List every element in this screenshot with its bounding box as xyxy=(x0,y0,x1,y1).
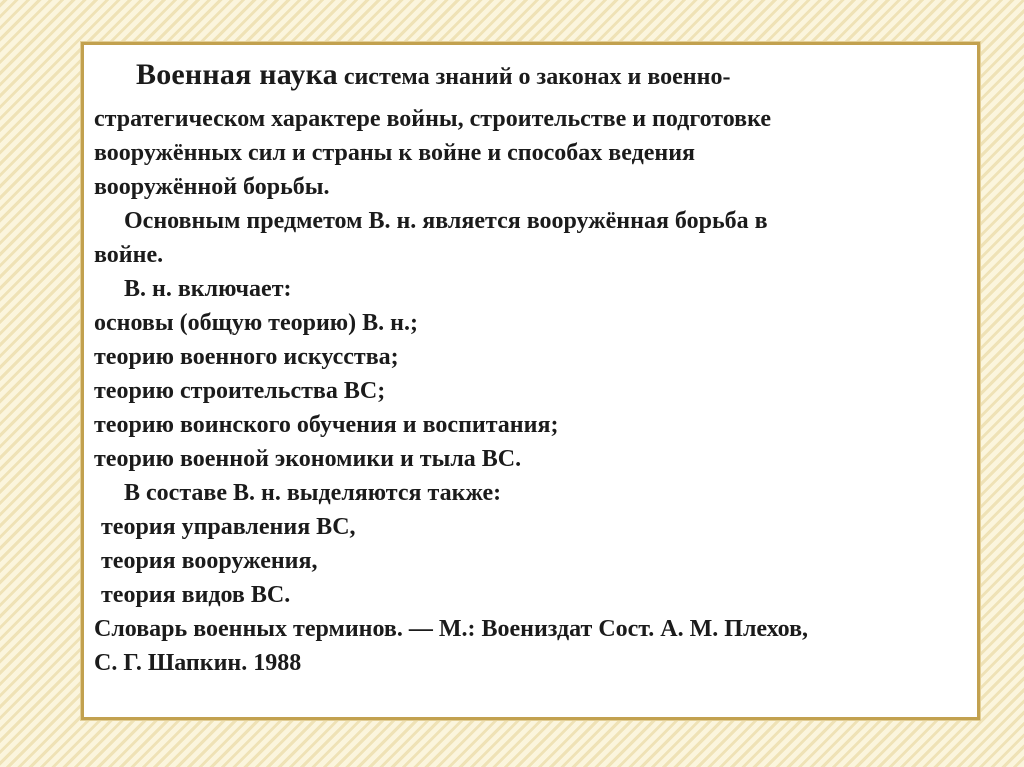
definition-line-1-rest: система знаний о законах и военно- xyxy=(337,64,731,90)
also-item: теория видов ВС. xyxy=(101,582,291,608)
includes-item: теорию строительства ВС; xyxy=(94,378,386,404)
source-line-1: Словарь военных терминов. — М.: Воениздат Сост. А. М. Плехов, xyxy=(94,616,809,642)
also-item: теория вооружения, xyxy=(101,548,318,574)
term-title: Военная наука xyxy=(136,58,338,91)
definition-line-4: вооружённой борьбы. xyxy=(94,174,330,200)
also-item: теория управления ВС, xyxy=(101,514,356,540)
subject-line-1: Основным предметом В. н. является вооружённая борьба в xyxy=(124,208,768,234)
includes-heading: В. н. включает: xyxy=(124,276,292,302)
subject-line-2: войне. xyxy=(94,242,164,268)
definition-line-3: вооружённых сил и страны к войне и способах ведения xyxy=(94,140,696,166)
source-line-2: С. Г. Шапкин. 1988 xyxy=(94,650,302,676)
includes-item: основы (общую теорию) В. н.; xyxy=(94,310,418,336)
includes-item: теорию военного искусства; xyxy=(94,344,399,370)
definition-line-2: стратегическом характере войны, строительстве и подготовке xyxy=(94,106,772,132)
includes-item: теорию воинского обучения и воспитания; xyxy=(94,412,559,438)
also-heading: В составе В. н. выделяются также: xyxy=(124,480,502,506)
includes-item: теорию военной экономики и тыла ВС. xyxy=(94,446,522,472)
definition-line-1 xyxy=(136,58,731,91)
